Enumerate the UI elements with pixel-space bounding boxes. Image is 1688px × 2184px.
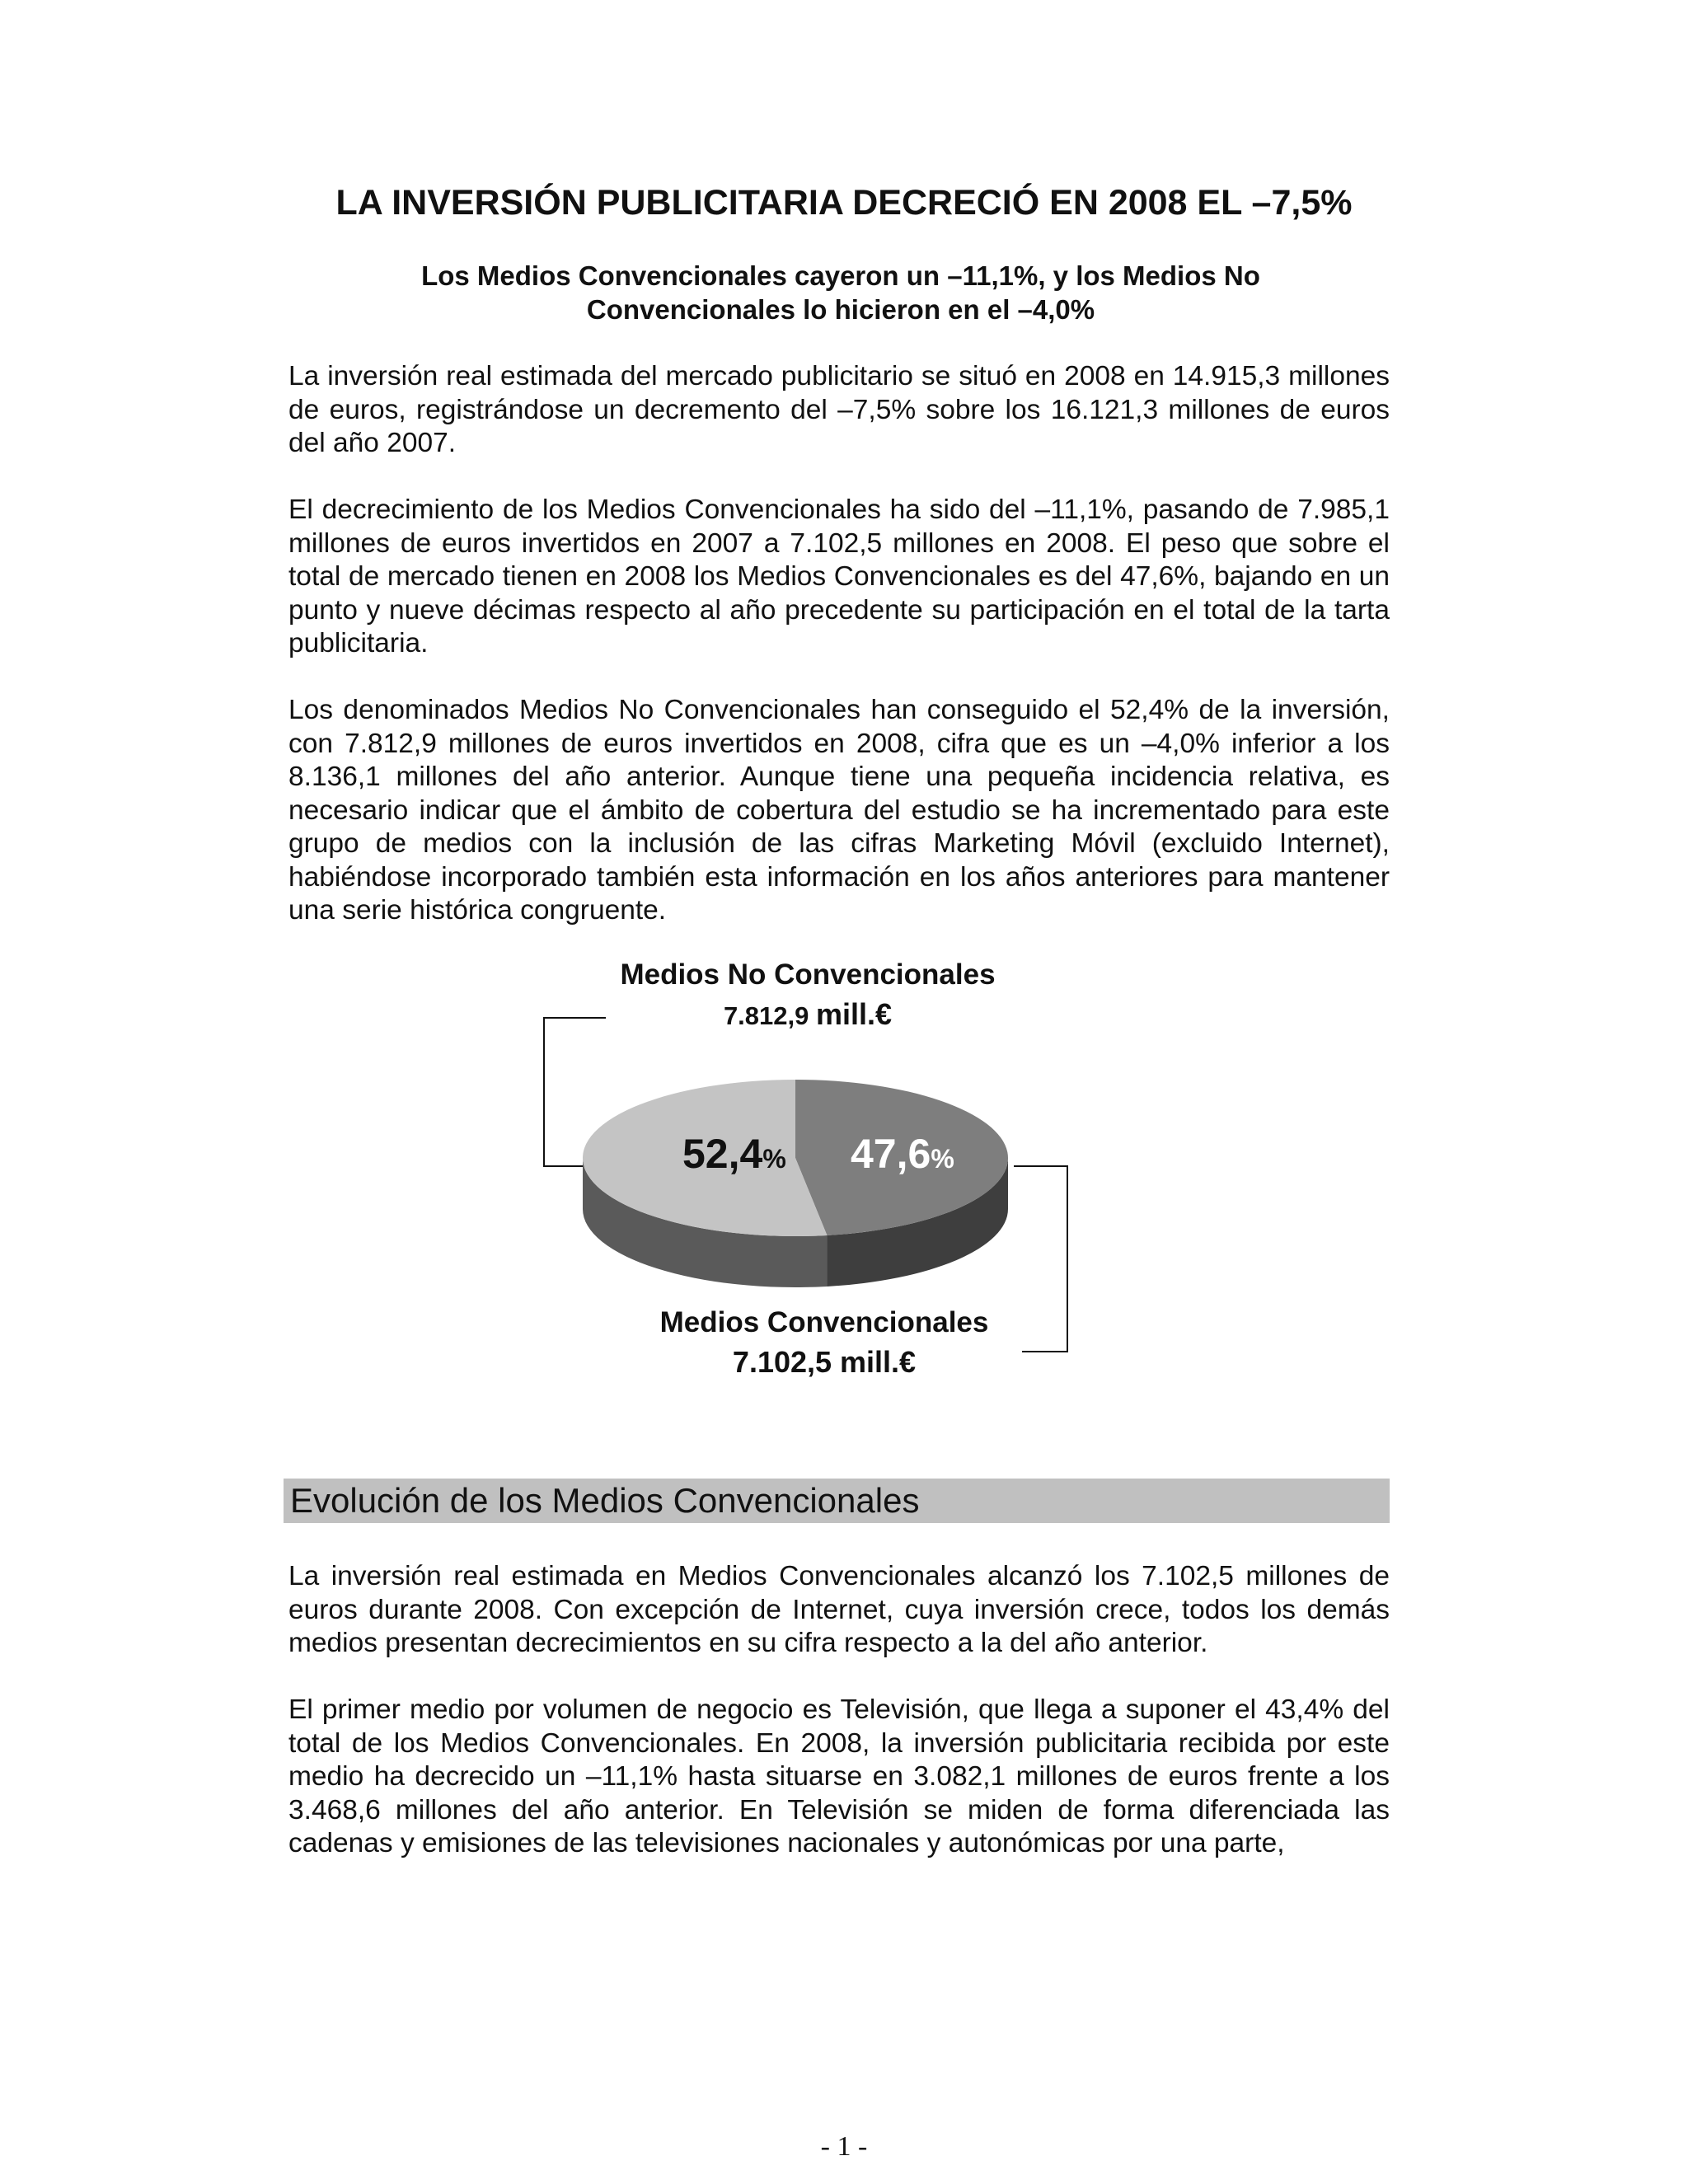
label-no-convencionales-number: 7.812,9 [723, 1001, 809, 1030]
document-title: LA INVERSIÓN PUBLICITARIA DECRECIÓ EN 2008 EL –7,5% [335, 183, 1353, 223]
percent-number-no-convencionales: 52,4 [682, 1131, 763, 1177]
label-no-convencionales-name: Medios No Convencionales [620, 958, 996, 991]
page-number: - 1 - [820, 2131, 868, 2162]
percent-sign-no-convencionales: % [762, 1144, 786, 1174]
paragraph-1: La inversión real estimada del mercado publicitario se situó en 2008 en 14.915,3 millones de euros, registrándose un decremento del –7,5% sobre los 16.121,3 millones de euros del año 2007. [288, 361, 1390, 458]
section-paragraph-1: La inversión real estimada en Medios Convencionales alcanzó los 7.102,5 millones de euros durante 2008. Con excepción de Internet, cuya inversión crece, todos los demás medios presentan decrecimientos en su cifra respecto a la del año anterior. [288, 1561, 1390, 1658]
label-no-convencionales-value [552, 997, 1063, 1032]
label-no-convencionales-unit: mill.€ [816, 997, 893, 1031]
section-title: Evolución de los Medios Convencionales [290, 1481, 920, 1520]
document-subtitle [346, 259, 1335, 326]
paragraph-3: Los denominados Medios No Convencionales han conseguido el 52,4% de la inversión, con 7.812,9 millones de euros invertidos en 2008, cifra que es un –4,0% inferior a los 8.136,1 millones del año anterior. Aunque tiene una pequeña incidencia relativa, es necesario indicar que el ámbito de cobertura del estudio se ha incrementado para este grupo de medios con la inclusión de las cifras Marketing Móvil (excluido Internet), habiéndose incorporado también esta información en los años anteriores para mantener una serie histórica congruente. [288, 695, 1390, 926]
percent-sign-convencionales: % [931, 1144, 954, 1174]
subtitle-line-1: Los Medios Convencionales cayeron un –11,1%, y los Medios No [421, 260, 1260, 291]
label-convencionales-name: Medios Convencionales [659, 1306, 989, 1338]
paragraph-2: El decrecimiento de los Medios Convencionales ha sido del –11,1%, pasando de 7.985,1 millones de euros invertidos en 2007 a 7.102,5 millones en 2008. El peso que sobre el total de mercado tienen en 2008 los Medios Convencionales es del 47,6%, bajando en un punto y nueve décimas respecto al año precedente su participación en el total de la tarta publicitaria. [288, 494, 1390, 658]
label-convencionales-value: 7.102,5 mill.€ [732, 1345, 917, 1379]
subtitle-line-2: Convencionales lo hicieron en el –4,0% [586, 294, 1095, 325]
pie-chart [495, 956, 1113, 1418]
percent-number-convencionales: 47,6 [851, 1131, 931, 1177]
pie-3d [583, 1080, 1008, 1287]
section-paragraph-2: El primer medio por volumen de negocio es Televisión, que llega a suponer el 43,4% del total de los Medios Convencionales. En 2008, la inversión publicitaria recibida por este medio ha decrecido un –11,1% hasta situarse en 3.082,1 millones de euros frente a los 3.468,6 millones del año anterior. En Televisión se miden de forma diferenciada las cadenas y emisiones de las televisiones nacionales y autonómicas por una parte, [288, 1694, 1390, 1858]
